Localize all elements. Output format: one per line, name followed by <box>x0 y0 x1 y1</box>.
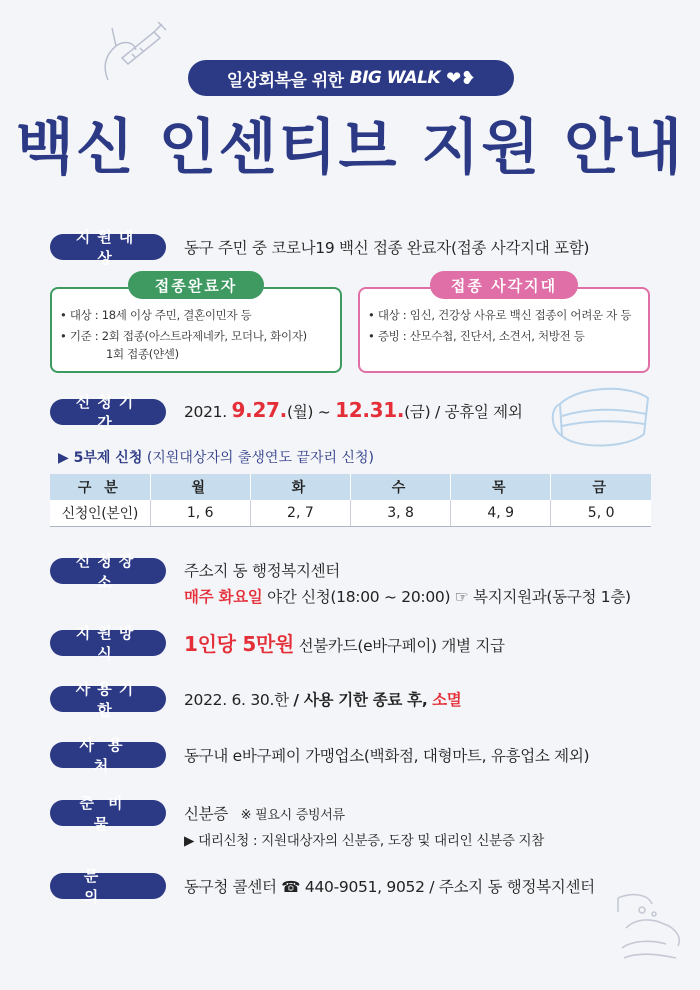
blind-spot-line-2: • 증빙 : 산모수첩, 진단서, 소견서, 처방전 등 <box>368 329 585 343</box>
method-detail: 선불카드(e바구페이) 개별 지급 <box>298 637 505 655</box>
table-row <box>50 500 651 526</box>
period-end-day: 31. <box>369 398 405 422</box>
target-text: 동구 주민 중 코로나19 백신 접종 완료자(접종 사각지대 포함) <box>184 239 590 257</box>
expiry-text <box>184 688 461 710</box>
inquiry-text: 동구청 콜센터 ☎ 440-9051, 9052 / 주소지 동 행정복지센터 <box>184 878 595 896</box>
big-walk-brand: BIG WALK <box>349 68 441 88</box>
table-cell: 1, 6 <box>150 500 250 526</box>
prep-line-1 <box>184 802 345 824</box>
place-line-1: 주소지 동 행정복지센터 <box>184 562 340 580</box>
syringe-illustration-icon <box>92 18 172 88</box>
period-text <box>184 398 523 422</box>
vaccinated-line-2: • 기준 : 2회 접종(아스트라제네카, 모더나, 화이자) <box>60 329 307 343</box>
face-mask-illustration-icon <box>548 378 658 458</box>
hearts-icon: ❤❥ <box>446 67 476 89</box>
method-amount: 1인당 5만원 <box>184 632 294 656</box>
page-title: 백신 인센티브 지원 안내 <box>15 113 685 183</box>
label-place-text: 신청장소 <box>75 552 141 591</box>
five-day-desc: (지원대상자의 출생연도 끝자리 신청) <box>146 450 374 466</box>
table-header-cell: 목 <box>451 474 551 500</box>
vaccinated-box-title: 접종완료자 <box>128 271 264 299</box>
place-night-day: 매주 화요일 <box>184 588 263 606</box>
label-target <box>50 228 166 267</box>
blind-spot-line-1: • 대상 : 임신, 건강상 사유로 백신 접종이 어려운 자 등 <box>368 308 632 322</box>
label-usage-text: 사용처 <box>79 736 137 775</box>
table-header-cell: 구 분 <box>50 474 150 500</box>
vaccinated-line-1: • 대상 : 18세 이상 주민, 결혼이민자 등 <box>60 308 252 322</box>
campaign-pill-text: 일상회복을 위한 <box>226 70 344 91</box>
label-prep-text: 준비물 <box>79 794 137 833</box>
expiry-detail: / 사용 기한 종료 후, <box>293 691 428 709</box>
campaign-pill <box>188 60 514 96</box>
period-year: 2021. <box>184 403 227 421</box>
five-day-table <box>50 474 651 527</box>
label-expiry-text: 사용기한 <box>75 680 141 719</box>
place-night-detail: 야간 신청(18:00 ~ 20:00) ☞ 복지지원과(동구청 1층) <box>267 588 631 606</box>
period-start-day: 27. <box>252 398 287 422</box>
method-text <box>184 628 505 657</box>
vaccinated-line-3: 1회 접종(얀센) <box>106 347 179 361</box>
table-cell: 3, 8 <box>350 500 450 526</box>
label-period <box>50 393 166 432</box>
table-cell: 5, 0 <box>551 500 651 526</box>
five-day-title: ▶ 5부제 신청 <box>58 450 143 466</box>
table-cell: 2, 7 <box>250 500 350 526</box>
label-target-text: 지원대상 <box>75 228 141 267</box>
place-line-2 <box>184 585 631 607</box>
five-day-heading <box>58 447 374 467</box>
prep-line-2: ▶ 대리신청 : 지원대상자의 신분증, 도장 및 대리인 신분증 지참 <box>184 833 545 849</box>
table-header-cell: 화 <box>250 474 350 500</box>
usage-text: 동구내 e바구페이 가맹업소(백화점, 대형마트, 유흥업소 제외) <box>184 747 590 765</box>
label-expiry <box>50 680 166 719</box>
table-header-cell: 수 <box>350 474 450 500</box>
label-inquiry-text: 문의 <box>83 867 133 906</box>
table-header-row <box>50 474 651 500</box>
expiry-date: 2022. 6. 30.한 <box>184 691 289 709</box>
label-prep <box>50 794 166 833</box>
table-cell: 4, 9 <box>451 500 551 526</box>
table-header-cell: 금 <box>551 474 651 500</box>
label-method-text: 지원방식 <box>75 624 141 663</box>
prep-note: ※ 필요시 증빙서류 <box>240 808 345 823</box>
expiry-red-word: 소멸 <box>432 691 462 709</box>
period-start-dow: (월) ~ <box>286 403 331 421</box>
prep-id: 신분증 <box>184 805 229 823</box>
period-start-month: 9. <box>231 398 253 422</box>
blind-spot-box-title: 접종 사각지대 <box>430 271 578 299</box>
period-note: / 공휴일 제외 <box>434 403 523 421</box>
handwashing-illustration-icon <box>612 888 692 978</box>
label-method <box>50 624 166 663</box>
label-period-text: 신청기간 <box>75 393 141 432</box>
label-usage <box>50 736 166 775</box>
period-end-dow: (금) <box>404 403 431 421</box>
label-place <box>50 552 166 591</box>
table-header-cell: 월 <box>150 474 250 500</box>
period-end-month: 12. <box>335 398 370 422</box>
table-cell: 신청인(본인) <box>50 500 150 526</box>
label-inquiry <box>50 867 166 906</box>
